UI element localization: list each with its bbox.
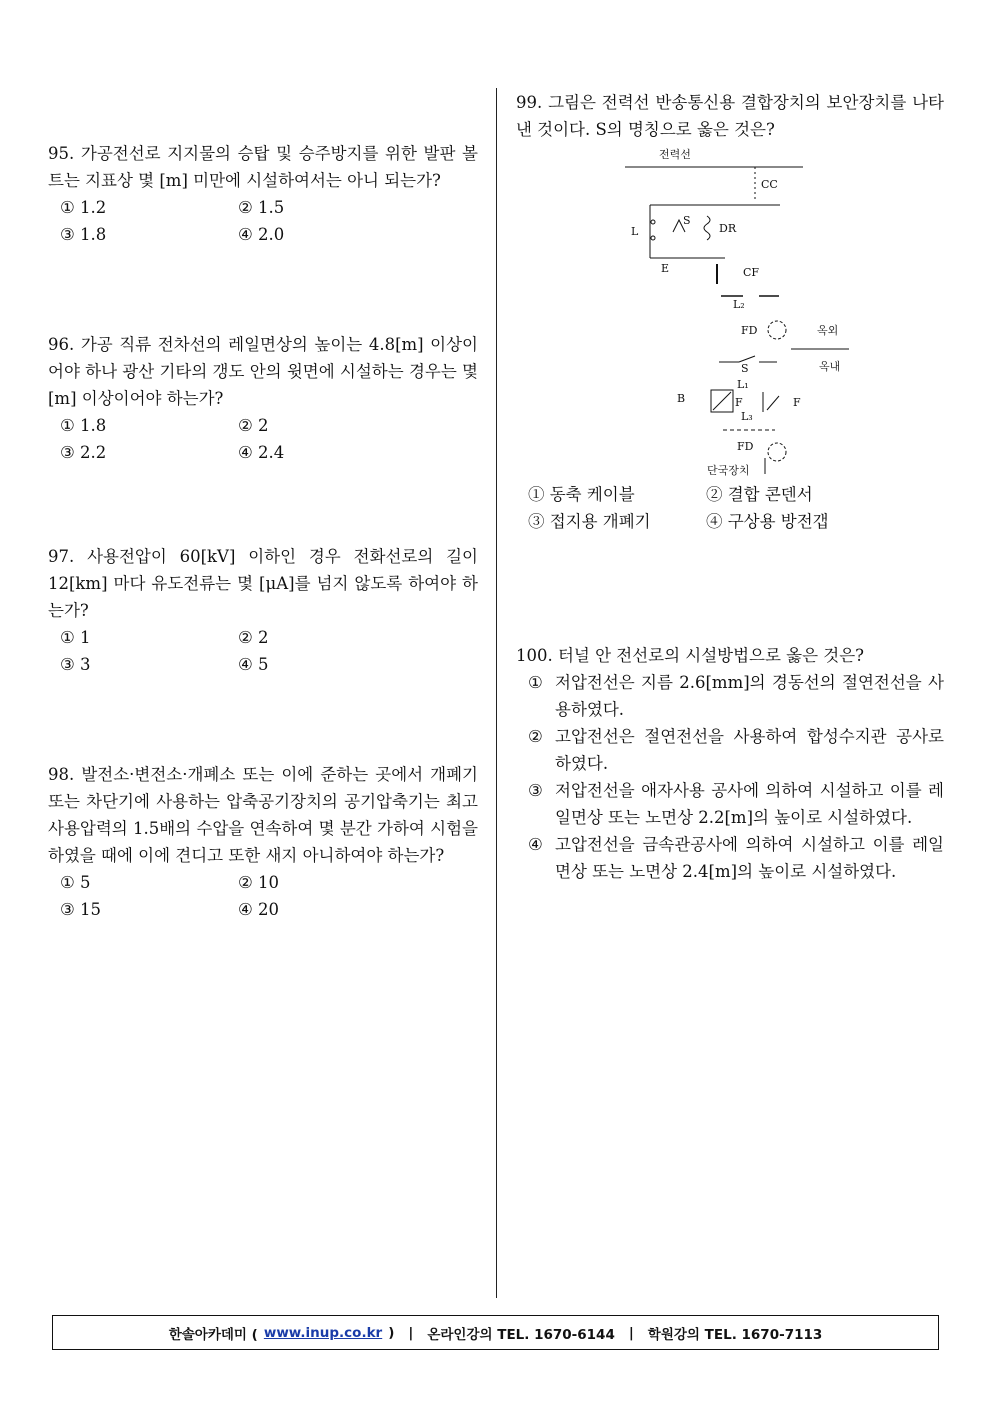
question-97-options [60,624,478,678]
drain-coil-icon [704,216,710,240]
option-number: ① [528,673,543,692]
footer-academy: 한솔아카데미 ( [168,1326,258,1343]
option-1[interactable]: ① 1.2 [60,198,107,217]
option-4[interactable]: ④ 2.4 [238,443,285,462]
diagram-label-l2: L₂ [733,298,745,311]
footer-website-link[interactable]: www.inup.co.kr [263,1324,383,1341]
diagram-label-b: B [677,392,686,405]
option-2[interactable]: ② 10 [238,873,280,892]
diagram-label-f1: F [735,396,743,409]
option-1[interactable]: ① 1 [60,628,91,647]
question-99-text: 99. 그림은 전력선 반송통신용 결합장치의 보안장치를 나타낸 것이다. S의 명칭으로 옳은 것은? [516,93,944,139]
diagram-label-fd: FD [741,324,758,337]
option-4[interactable]: ④ 5 [238,655,269,674]
question-99-options [528,481,944,535]
lower-fd-gap-icon [768,443,786,461]
diagram-label-cf: CF [743,266,760,279]
option-1[interactable] [528,669,944,723]
footer-academy-end: ) [388,1324,395,1341]
question-99 [516,89,944,143]
option-3[interactable]: ③ 15 [60,900,102,919]
question-98 [48,761,478,923]
coupling-device-diagram [615,140,865,480]
question-100-options [528,669,944,885]
option-3[interactable] [528,777,944,831]
option-number: ② [528,727,543,746]
option-1[interactable]: ① 동축 케이블 [528,485,635,504]
question-95-text: 95. 가공전선로 지지물의 승탑 및 승주방지를 위한 발판 볼트는 지표상 몇 [m] 미만에 시설하여서는 아니 되는가? [48,144,478,190]
diagram-label-l1: L₁ [737,378,749,391]
option-number: ③ [528,781,543,800]
option-3[interactable]: ③ 2.2 [60,443,107,462]
question-96-text: 96. 가공 직류 전차선의 레일면상의 높이는 4.8[m] 이상이어야 하나 광산 기타의 갱도 안의 윗면에 시설하는 경우는 몇 [m] 이상이어야 하는가? [48,335,478,408]
option-2[interactable]: ② 결합 콘덴서 [706,485,813,504]
option-4[interactable]: ④ 2.0 [238,225,285,244]
option-text: 저압전선을 애자사용 공사에 의하여 시설하고 이를 레일면상 또는 노면상 2.2[m]의 높이로 시설하였다. [555,781,944,827]
question-95 [48,140,478,248]
option-2[interactable] [528,723,944,777]
diagram-label-f2: F [793,396,801,409]
option-3[interactable]: ③ 1.8 [60,225,107,244]
diagram-label-outdoor: 옥외 [817,324,839,337]
option-3[interactable]: ③ 접지용 개폐기 [528,512,651,531]
coil-dot-1 [651,220,655,224]
option-4[interactable]: ④ 20 [238,900,280,919]
footer-separator: | [628,1324,634,1341]
fd-gap-icon [768,321,786,339]
option-4[interactable] [528,831,944,885]
question-96-options [60,412,478,466]
diagram-label-fd2: FD [737,440,754,453]
f-diagonal [767,396,779,410]
question-100 [516,642,944,885]
diagram-label-e: E [661,262,670,275]
footer-offline-tel: 학원강의 TEL. 1670-7113 [647,1326,823,1343]
diagram-label-l: L [631,225,639,238]
question-95-options [60,194,478,248]
footer-separator: | [408,1324,414,1341]
question-98-text: 98. 발전소·변전소·개폐소 또는 이에 준하는 곳에서 개폐기 또는 차단기에 사용하는 압축공기장치의 공기압축기는 최고 사용압력의 1.5배의 수압을 연속하여 몇 분간 가하여 시험을 하였을 때에 이에 견디고 또한 새지 아니하여야 하는가? [48,765,478,865]
footer-online-tel: 온라인강의 TEL. 1670-6144 [427,1326,615,1343]
coil-dot-2 [651,236,655,240]
diagram-label-indoor: 옥내 [819,360,841,373]
diagram-label-power-line: 전력선 [659,148,691,161]
diagram-label-cc: CC [761,178,778,191]
option-2[interactable]: ② 1.5 [238,198,285,217]
question-96 [48,331,478,466]
footer [52,1315,939,1350]
diagram-label-s-top: S [683,214,691,227]
question-97-text: 97. 사용전압이 60[kV] 이하인 경우 전화선로의 길이 12[km] 마다 유도전류는 몇 [μA]를 넘지 않도록 하여야 하는가? [48,547,478,620]
question-98-options [60,869,478,923]
option-3[interactable]: ③ 3 [60,655,91,674]
option-text: 고압전선은 절연전선을 사용하여 합성수지관 공사로 하였다. [555,727,944,773]
option-2[interactable]: ② 2 [238,416,269,435]
option-2[interactable]: ② 2 [238,628,269,647]
diagram-label-terminal: 단국장치 [707,464,750,477]
diagram-label-s: S [741,362,749,375]
option-text: 고압전선을 금속관공사에 의하여 시설하고 이를 레일면상 또는 노면상 2.4[m]의 높이로 시설하였다. [555,835,944,881]
option-1[interactable]: ① 5 [60,873,91,892]
b-diagonal [713,392,731,410]
option-1[interactable]: ① 1.8 [60,416,107,435]
question-97 [48,543,478,678]
option-number: ④ [528,835,543,854]
diagram-label-dr: DR [719,222,737,235]
column-divider [496,88,497,1298]
option-text: 저압전선은 지름 2.6[mm]의 경동선의 절연전선을 사용하였다. [555,673,944,719]
diagram-label-l3: L₃ [741,410,753,423]
question-100-text: 100. 터널 안 전선로의 시설방법으로 옳은 것은? [516,646,865,665]
option-4[interactable]: ④ 구상용 방전갭 [706,512,829,531]
